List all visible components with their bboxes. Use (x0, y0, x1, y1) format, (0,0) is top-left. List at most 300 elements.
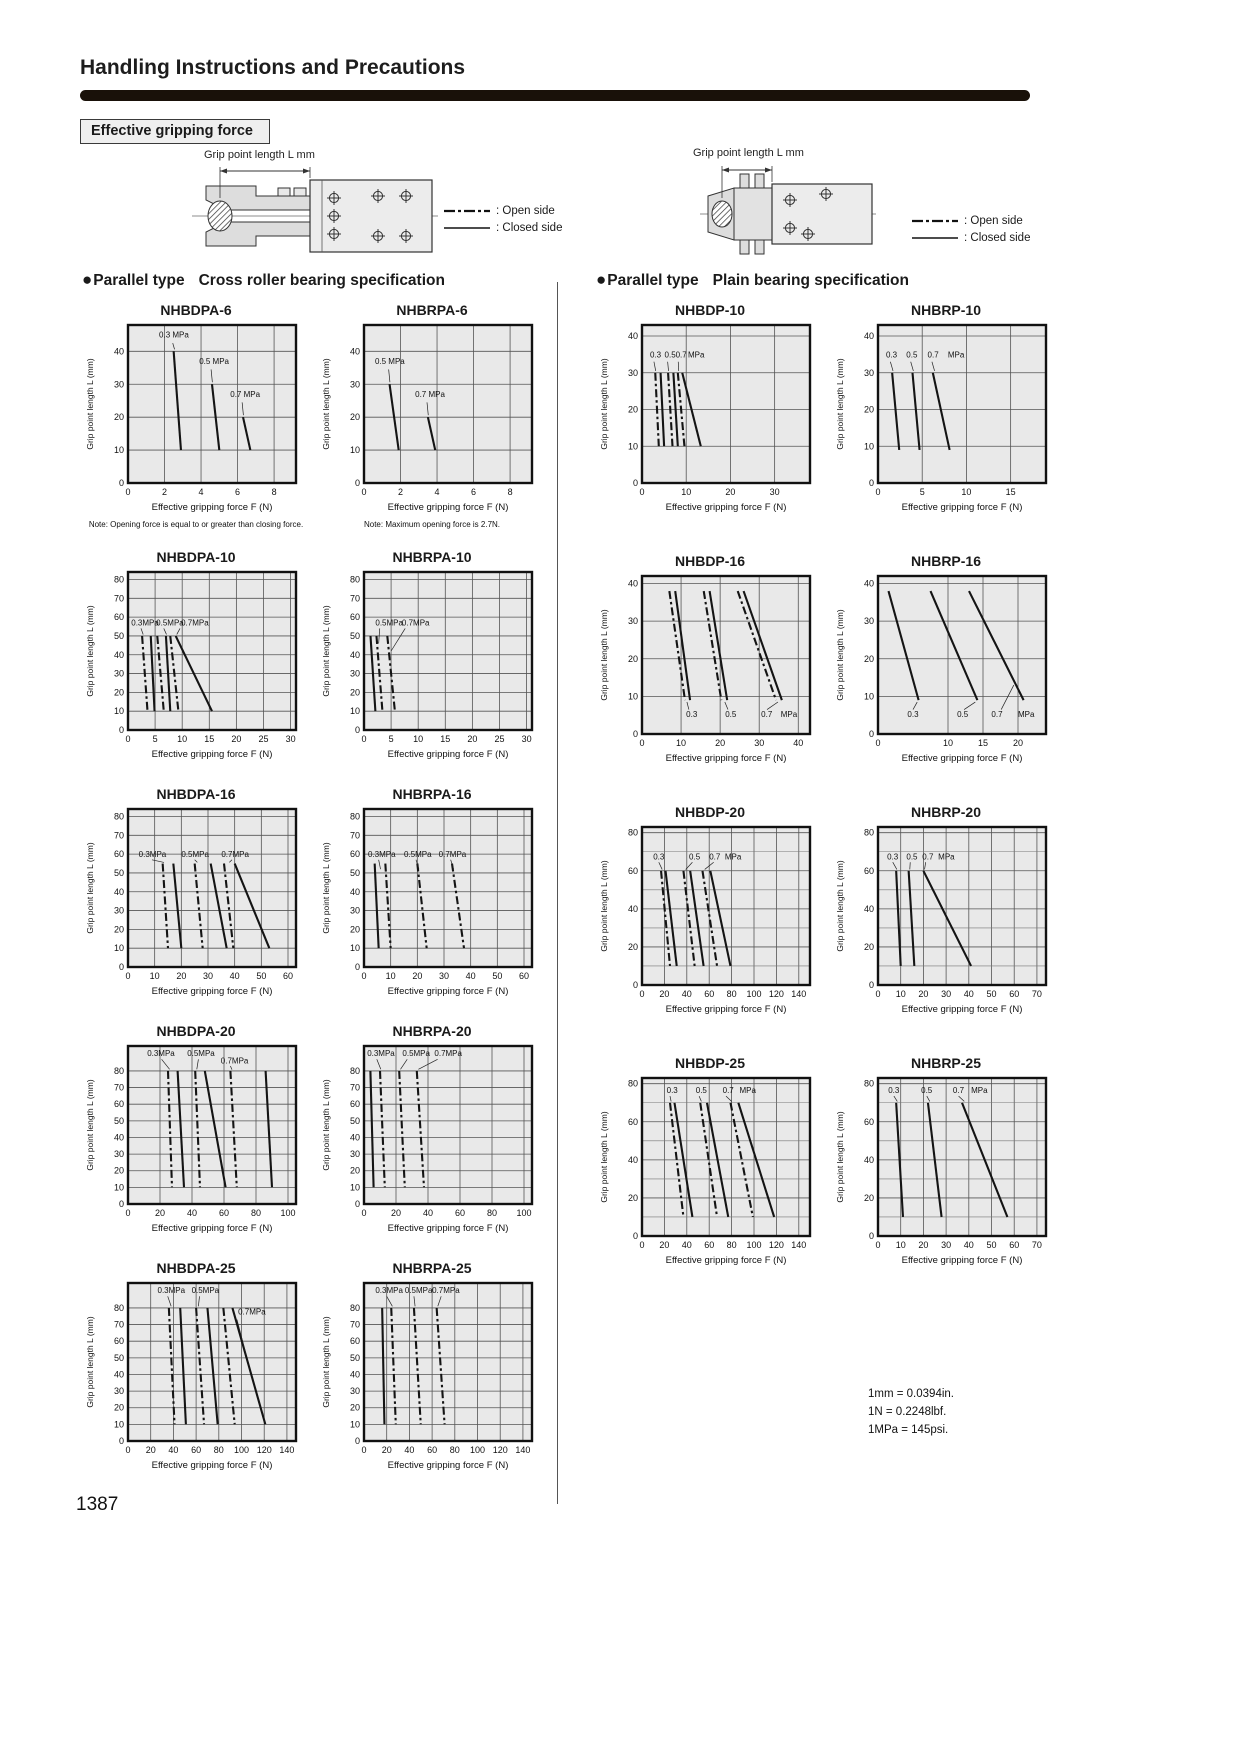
chart-NHBDP-10 (596, 302, 824, 519)
svg-text:2: 2 (162, 487, 168, 497)
pressure-label: MPa (938, 852, 955, 862)
pressure-label: 0.7 (675, 350, 687, 360)
svg-text:80: 80 (726, 1240, 737, 1250)
x-axis-label: Effective gripping force F (N) (151, 1460, 273, 1471)
svg-text:20: 20 (863, 941, 874, 952)
svg-text:20: 20 (113, 924, 124, 935)
chart-plot (318, 320, 546, 514)
y-axis-label: Grip point length L (mm) (85, 358, 95, 450)
svg-text:10: 10 (413, 734, 424, 744)
svg-text:50: 50 (349, 867, 360, 878)
svg-text:140: 140 (791, 989, 807, 999)
svg-text:0: 0 (118, 1436, 124, 1446)
svg-text:40: 40 (863, 331, 874, 342)
svg-text:80: 80 (486, 1208, 498, 1218)
pressure-label: 0.3 (887, 852, 899, 862)
chart-NHBDPA-20 (82, 1023, 310, 1240)
pressure-label: 0.7MPa (434, 1048, 462, 1058)
pressure-label: 0.5 (689, 852, 701, 862)
svg-text:30: 30 (202, 971, 214, 981)
svg-text:50: 50 (492, 971, 503, 981)
svg-text:40: 40 (349, 346, 360, 357)
svg-text:0: 0 (118, 962, 124, 972)
svg-text:60: 60 (863, 865, 874, 876)
svg-text:80: 80 (113, 1302, 124, 1313)
jaw-tab (278, 188, 290, 196)
effective-gripping-force-box: Effective gripping force (80, 119, 270, 144)
svg-text:20: 20 (863, 404, 874, 415)
pressure-label: 0.3 (888, 1086, 900, 1096)
pressure-label: 0.7MPa (220, 1056, 249, 1066)
chart-title: NHBRPA-25 (392, 1260, 472, 1276)
svg-text:0: 0 (875, 487, 881, 497)
svg-text:10: 10 (961, 487, 972, 497)
chart-NHBDPA-16 (82, 786, 310, 1003)
svg-text:80: 80 (213, 1445, 224, 1455)
svg-text:25: 25 (258, 734, 269, 744)
column-divider (557, 282, 558, 1504)
svg-text:50: 50 (113, 630, 124, 641)
chart-title: NHBRPA-16 (392, 786, 472, 802)
chart-note: Note: Maximum opening force is 2.7N. (363, 520, 501, 529)
svg-text:60: 60 (349, 849, 360, 860)
svg-text:0: 0 (354, 478, 360, 488)
svg-text:0: 0 (632, 729, 638, 739)
pressure-label: 0.7MPa (221, 849, 249, 859)
svg-text:80: 80 (726, 989, 737, 999)
svg-text:20: 20 (113, 1165, 124, 1176)
pressure-label: 0.5 (906, 350, 918, 360)
svg-text:50: 50 (113, 1352, 124, 1363)
svg-text:50: 50 (349, 1115, 360, 1126)
svg-text:0: 0 (868, 729, 874, 739)
y-axis-label: Grip point length L (mm) (85, 605, 95, 697)
chart-title: NHBDPA-25 (156, 1260, 236, 1276)
svg-text:70: 70 (113, 830, 124, 841)
pressure-label: 0.7 MPa (230, 389, 261, 399)
svg-text:30: 30 (113, 668, 124, 679)
svg-text:15: 15 (977, 738, 989, 748)
chart-NHBRPA-6 (318, 302, 546, 529)
svg-text:8: 8 (271, 487, 277, 497)
chart-plot (82, 1278, 310, 1472)
svg-text:20: 20 (725, 487, 736, 497)
page-number: 1387 (76, 1494, 119, 1515)
svg-text:100: 100 (516, 1208, 532, 1218)
svg-text:100: 100 (233, 1445, 250, 1455)
pressure-label: 0.7 MPa (415, 389, 445, 399)
pressure-label: 0.5 (921, 1086, 933, 1096)
svg-text:60: 60 (191, 1445, 202, 1455)
closed-side-line-sample (912, 234, 958, 242)
svg-text:60: 60 (704, 1240, 715, 1250)
svg-text:20: 20 (381, 1445, 392, 1455)
svg-text:0: 0 (354, 1436, 360, 1446)
svg-text:40: 40 (681, 1240, 692, 1250)
pressure-label: 0.5 (957, 710, 969, 720)
chart-title: NHBRPA-6 (396, 302, 468, 318)
legend-open-side: : Open side (496, 204, 555, 217)
svg-text:30: 30 (941, 989, 952, 999)
pressure-label: 0.3MPa (375, 1285, 403, 1295)
svg-text:40: 40 (627, 1154, 638, 1165)
svg-text:20: 20 (627, 404, 638, 415)
svg-text:40: 40 (113, 1369, 124, 1380)
svg-text:60: 60 (113, 849, 124, 860)
svg-text:0: 0 (125, 971, 131, 981)
svg-text:10: 10 (895, 1240, 906, 1250)
svg-text:10: 10 (863, 441, 874, 452)
chart-NHBRP-20 (832, 804, 1060, 1021)
svg-text:10: 10 (349, 1419, 360, 1430)
y-axis-label: Grip point length L (mm) (599, 860, 609, 952)
svg-text:120: 120 (256, 1445, 272, 1455)
svg-text:6: 6 (235, 487, 241, 497)
chart-plot (832, 320, 1060, 514)
svg-text:60: 60 (427, 1445, 438, 1455)
svg-text:60: 60 (454, 1208, 466, 1218)
pressure-label: 0.5MPa (402, 1048, 430, 1058)
svg-text:10: 10 (676, 738, 687, 748)
pressure-label: 0.7MPa (432, 1285, 460, 1295)
svg-text:40: 40 (113, 346, 124, 357)
svg-text:10: 10 (349, 1182, 360, 1193)
svg-text:60: 60 (218, 1208, 230, 1218)
pressure-label: 0.7MPa (181, 618, 209, 628)
chart-NHBDPA-10 (82, 549, 310, 766)
x-axis-label: Effective gripping force F (N) (387, 749, 509, 760)
x-axis-label: Effective gripping force F (N) (665, 1255, 787, 1266)
chart-NHBRPA-10 (318, 549, 546, 766)
pressure-label: 0.5MPa (375, 618, 403, 628)
svg-text:10: 10 (863, 691, 874, 702)
x-axis-label: Effective gripping force F (N) (151, 1223, 273, 1234)
svg-text:40: 40 (793, 738, 804, 748)
svg-text:5: 5 (388, 734, 394, 744)
svg-text:0: 0 (868, 478, 874, 488)
svg-text:10: 10 (349, 445, 360, 456)
svg-text:10: 10 (177, 734, 188, 744)
svg-text:50: 50 (349, 630, 360, 641)
svg-text:20: 20 (390, 1208, 402, 1218)
pressure-label: 0.7 (952, 1086, 965, 1096)
bolt (755, 240, 764, 254)
chart-plot (82, 804, 310, 998)
svg-text:40: 40 (627, 903, 638, 914)
x-axis-label: Effective gripping force F (N) (665, 1004, 787, 1015)
pressure-label: 0.7 (709, 852, 721, 862)
svg-text:10: 10 (349, 943, 360, 954)
grip-workpiece (208, 201, 232, 231)
section-type-label: Parallel type (93, 272, 185, 289)
svg-text:60: 60 (627, 1116, 638, 1127)
svg-text:80: 80 (113, 811, 124, 822)
pressure-label: 0.3 (649, 350, 662, 360)
svg-text:40: 40 (627, 331, 638, 342)
pressure-label: 0.5MPa (181, 849, 209, 859)
y-axis-label: Grip point length L (mm) (321, 1316, 331, 1408)
svg-text:10: 10 (113, 943, 124, 954)
svg-text:20: 20 (231, 734, 242, 744)
svg-text:70: 70 (113, 1319, 124, 1330)
svg-text:50: 50 (113, 1115, 124, 1126)
svg-text:30: 30 (863, 616, 874, 627)
pressure-label: MPa (739, 1086, 756, 1096)
conversion-n: 1N = 0.2248lbf. (868, 1405, 947, 1418)
svg-text:0: 0 (125, 734, 131, 744)
svg-text:80: 80 (627, 827, 638, 838)
section-plain-bearing (596, 270, 1060, 1272)
chart-title: NHBRP-16 (910, 553, 981, 569)
svg-text:100: 100 (746, 989, 762, 999)
chart-NHBDPA-25 (82, 1260, 310, 1477)
pressure-label: MPa (971, 1086, 988, 1096)
svg-text:0: 0 (118, 478, 124, 488)
section-type-label: Parallel type (607, 272, 699, 289)
chart-title: NHBDP-25 (674, 1055, 745, 1071)
svg-text:5: 5 (152, 734, 158, 744)
svg-text:40: 40 (465, 971, 476, 981)
pressure-label: MPa (780, 710, 798, 720)
y-axis-label: Grip point length L (mm) (321, 358, 331, 450)
jaw-block (734, 188, 772, 240)
svg-text:20: 20 (113, 412, 124, 423)
chart-title: NHBDP-10 (674, 302, 745, 318)
bullet-icon: ● (596, 270, 607, 289)
svg-text:0: 0 (868, 1231, 874, 1241)
svg-text:10: 10 (942, 738, 954, 748)
svg-text:0: 0 (354, 1199, 360, 1209)
svg-text:20: 20 (918, 989, 929, 999)
pressure-label: 0.5MPa (404, 849, 432, 859)
svg-text:70: 70 (1031, 1240, 1042, 1250)
open-side-line-sample (444, 207, 490, 215)
grip-point-length-label: Grip point length L mm (204, 149, 315, 161)
svg-text:80: 80 (349, 1065, 360, 1076)
unit-conversions (868, 1386, 954, 1439)
y-axis-label: Grip point length L (mm) (321, 842, 331, 934)
svg-text:0: 0 (875, 989, 881, 999)
svg-text:40: 40 (229, 971, 240, 981)
svg-text:40: 40 (404, 1445, 415, 1455)
svg-text:0: 0 (361, 1208, 367, 1218)
svg-text:0: 0 (361, 971, 367, 981)
chart-plot (832, 1073, 1060, 1267)
svg-text:2: 2 (398, 487, 404, 497)
svg-text:40: 40 (863, 1154, 874, 1165)
svg-text:20: 20 (659, 989, 670, 999)
x-axis-label: Effective gripping force F (N) (151, 502, 273, 513)
svg-text:0: 0 (361, 734, 367, 744)
svg-text:60: 60 (349, 1099, 360, 1110)
chart-NHBDP-20 (596, 804, 824, 1021)
svg-text:30: 30 (113, 379, 124, 390)
svg-text:40: 40 (863, 903, 874, 914)
bolt (755, 174, 764, 188)
jaw-tab (294, 188, 306, 196)
svg-text:140: 140 (279, 1445, 295, 1455)
grip-point-length-label: Grip point length L mm (693, 147, 804, 159)
svg-text:0: 0 (354, 962, 360, 972)
svg-text:60: 60 (349, 612, 360, 623)
svg-text:80: 80 (349, 574, 360, 585)
x-axis-label: Effective gripping force F (N) (901, 753, 1023, 764)
pressure-label: 0.7MPa (238, 1307, 266, 1317)
svg-text:70: 70 (349, 830, 360, 841)
svg-text:10: 10 (149, 971, 160, 981)
chart-plot (318, 804, 546, 998)
chart-NHBRPA-16 (318, 786, 546, 1003)
chart-plot (596, 822, 824, 1016)
svg-text:40: 40 (422, 1208, 434, 1218)
svg-text:50: 50 (986, 1240, 997, 1250)
svg-text:0: 0 (639, 487, 645, 497)
y-axis-label: Grip point length L (mm) (599, 1111, 609, 1203)
pressure-label: 0.3MPa (368, 849, 396, 859)
y-axis-label: Grip point length L (mm) (85, 1316, 95, 1408)
svg-text:60: 60 (113, 1099, 124, 1110)
svg-text:30: 30 (113, 905, 124, 916)
svg-text:0: 0 (632, 478, 638, 488)
svg-text:10: 10 (681, 487, 692, 497)
svg-text:50: 50 (113, 867, 124, 878)
svg-text:140: 140 (791, 1240, 807, 1250)
svg-text:0: 0 (361, 1445, 367, 1455)
svg-text:20: 20 (863, 653, 874, 664)
svg-text:60: 60 (282, 971, 294, 981)
chart-NHBRP-16 (832, 553, 1060, 770)
x-axis-label: Effective gripping force F (N) (901, 1255, 1023, 1266)
svg-text:10: 10 (385, 971, 396, 981)
plain-bearing-charts-grid (596, 302, 1060, 1272)
svg-text:20: 20 (349, 412, 360, 423)
svg-text:4: 4 (198, 487, 204, 497)
svg-text:50: 50 (256, 971, 267, 981)
svg-text:20: 20 (176, 971, 187, 981)
svg-text:25: 25 (494, 734, 505, 744)
svg-text:8: 8 (507, 487, 513, 497)
svg-text:20: 20 (113, 687, 124, 698)
section-header-cross-roller (82, 270, 546, 290)
svg-text:30: 30 (113, 1386, 124, 1397)
svg-text:30: 30 (285, 734, 296, 744)
svg-text:20: 20 (349, 687, 360, 698)
svg-text:140: 140 (515, 1445, 531, 1455)
section-spec-label: Cross roller bearing specification (198, 272, 445, 289)
pressure-label: 0.7 (927, 350, 939, 360)
svg-text:0: 0 (639, 738, 645, 748)
pressure-label: 0.3 (686, 710, 698, 720)
svg-text:70: 70 (349, 593, 360, 604)
svg-text:20: 20 (1012, 738, 1024, 748)
section-cross-roller (82, 270, 546, 1477)
pressure-label: MPa (947, 350, 965, 360)
svg-text:0: 0 (639, 1240, 645, 1250)
svg-text:30: 30 (438, 971, 450, 981)
svg-text:20: 20 (154, 1208, 166, 1218)
svg-text:5: 5 (919, 487, 925, 497)
chart-title: NHBDP-20 (674, 804, 745, 820)
svg-text:80: 80 (349, 1302, 360, 1313)
title-rule-bar (80, 90, 1030, 101)
chart-plot (82, 567, 310, 761)
svg-text:40: 40 (168, 1445, 179, 1455)
pressure-label: 0.3MPa (131, 618, 159, 628)
svg-text:20: 20 (349, 1402, 360, 1413)
svg-text:80: 80 (349, 811, 360, 822)
pressure-label: 0.7MPa (401, 618, 430, 628)
gripper-diagram-side-view (192, 162, 440, 275)
svg-text:20: 20 (627, 653, 638, 664)
svg-text:120: 120 (492, 1445, 508, 1455)
svg-text:60: 60 (349, 1336, 360, 1347)
svg-text:60: 60 (113, 1336, 124, 1347)
page-title: Handling Instructions and Precautions (80, 56, 466, 79)
grip-workpiece (712, 201, 732, 227)
chart-title: NHBRP-10 (910, 302, 981, 318)
pressure-label: 0.5MPa (404, 1285, 433, 1295)
svg-text:70: 70 (349, 1319, 360, 1330)
svg-text:40: 40 (113, 649, 124, 660)
chart-title: NHBRPA-20 (392, 1023, 472, 1039)
svg-text:30: 30 (349, 905, 360, 916)
chart-plot (596, 320, 824, 514)
pressure-label: 0.5MPa (156, 618, 184, 628)
svg-text:0: 0 (361, 487, 367, 497)
svg-text:30: 30 (769, 487, 780, 497)
svg-text:10: 10 (113, 706, 124, 717)
svg-text:0: 0 (125, 1445, 131, 1455)
svg-text:80: 80 (113, 574, 124, 585)
conversion-mm: 1mm = 0.0394in. (868, 1388, 954, 1400)
gripper-diagram-top-view (700, 160, 878, 273)
pressure-label: MPa (724, 852, 742, 862)
pressure-label: 0.3MPa (157, 1285, 186, 1295)
svg-text:80: 80 (113, 1065, 124, 1076)
chart-title: NHBDPA-16 (156, 786, 236, 802)
svg-text:30: 30 (754, 738, 765, 748)
svg-text:60: 60 (518, 971, 530, 981)
conversion-mpa: 1MPa = 145psi. (868, 1423, 949, 1436)
y-axis-label: Grip point length L (mm) (85, 1079, 95, 1171)
svg-text:20: 20 (113, 1402, 124, 1413)
svg-text:30: 30 (349, 1149, 360, 1160)
svg-text:60: 60 (704, 989, 715, 999)
pressure-label: 0.7MPa (438, 849, 467, 859)
svg-text:40: 40 (863, 578, 874, 589)
svg-text:10: 10 (349, 706, 360, 717)
chart-NHBRPA-20 (318, 1023, 546, 1240)
svg-text:20: 20 (412, 971, 423, 981)
svg-text:40: 40 (681, 989, 692, 999)
bolt (740, 240, 749, 254)
svg-text:0: 0 (868, 980, 874, 990)
pressure-label: MPa (1018, 710, 1035, 720)
closed-side-line-sample (444, 224, 490, 232)
svg-text:70: 70 (349, 1082, 360, 1093)
chart-plot (82, 1041, 310, 1235)
svg-text:60: 60 (1009, 1240, 1020, 1250)
svg-text:10: 10 (113, 1182, 124, 1193)
legend-2 (912, 212, 1030, 246)
y-axis-label: Grip point length L (mm) (85, 842, 95, 934)
svg-text:4: 4 (434, 487, 440, 497)
pressure-label: 0.3MPa (138, 849, 167, 859)
svg-text:6: 6 (471, 487, 477, 497)
chart-title: NHBDPA-6 (160, 302, 232, 318)
chart-plot (318, 1278, 546, 1472)
pressure-label: 0.3MPa (147, 1048, 175, 1058)
